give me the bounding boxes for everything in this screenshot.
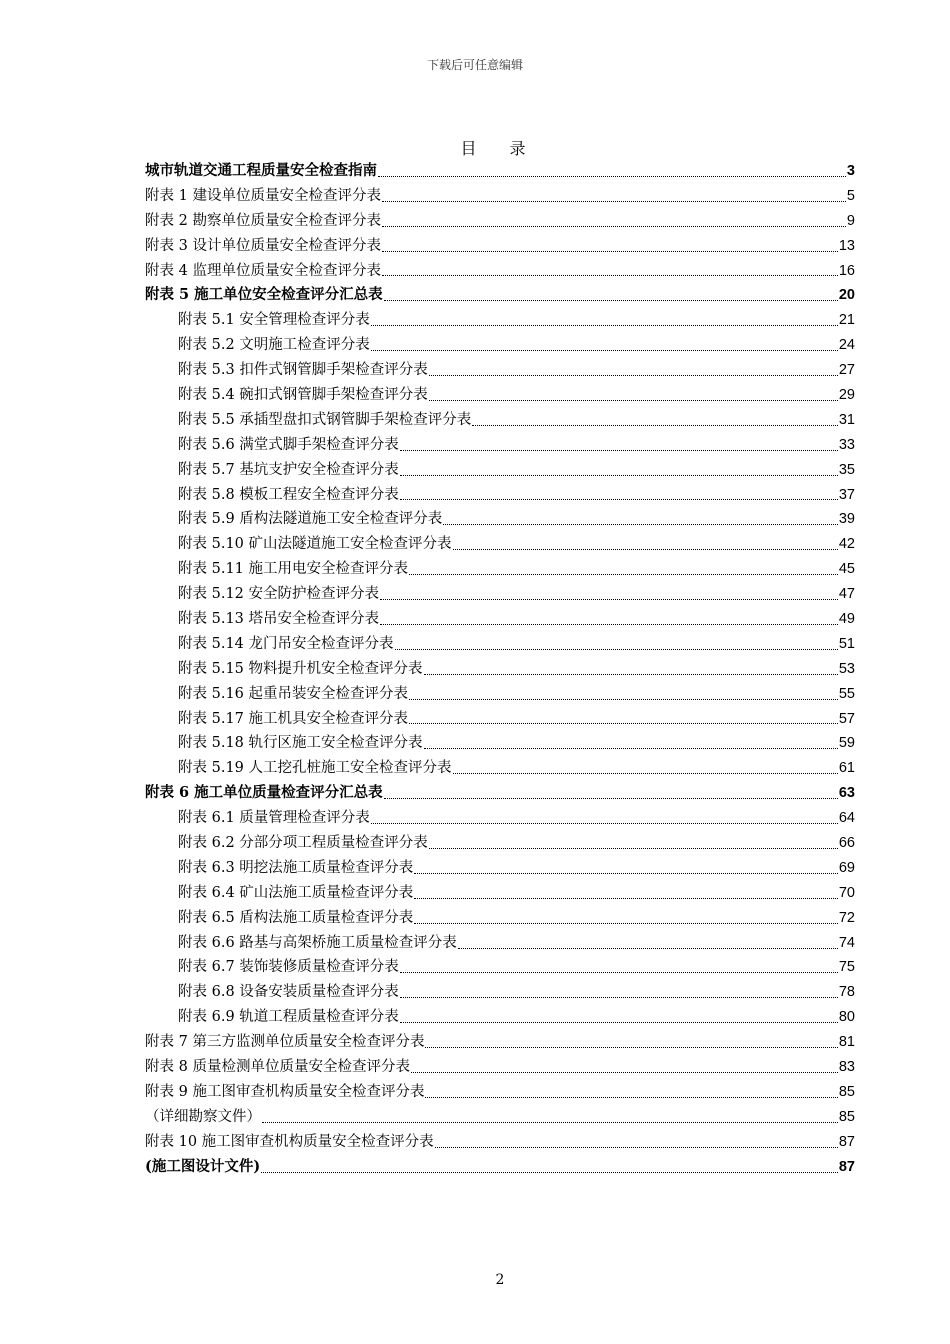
toc-entry[interactable] bbox=[145, 806, 855, 831]
toc-entry[interactable] bbox=[145, 731, 855, 756]
toc-dot-leader bbox=[409, 573, 838, 575]
toc-entry[interactable] bbox=[145, 831, 855, 856]
toc-entry-label: 附表 5.17 施工机具安全检查评分表 bbox=[178, 710, 409, 727]
toc-entry-page: 9 bbox=[846, 212, 855, 229]
toc-dot-leader bbox=[424, 673, 838, 675]
toc-entry-label: 附表 5.18 轨行区施工安全检查评分表 bbox=[178, 735, 423, 752]
toc-entry-page: 49 bbox=[838, 611, 855, 628]
toc-dot-leader bbox=[400, 971, 838, 973]
toc-entry[interactable] bbox=[145, 956, 855, 981]
header-note: 下载后可任意编辑 bbox=[426, 58, 523, 72]
toc-entry-page: 74 bbox=[838, 934, 855, 951]
toc-entry-page: 21 bbox=[838, 312, 855, 329]
toc-entry-page: 53 bbox=[838, 660, 855, 677]
toc-entry[interactable] bbox=[145, 507, 855, 532]
toc-entry-page: 13 bbox=[838, 237, 855, 254]
toc-entry[interactable] bbox=[145, 980, 855, 1005]
toc-entry-page: 64 bbox=[838, 810, 855, 827]
toc-entry-page: 63 bbox=[838, 785, 855, 802]
toc-entry[interactable] bbox=[145, 259, 855, 284]
toc-entry-page: 33 bbox=[838, 436, 855, 453]
toc-dot-leader bbox=[395, 648, 838, 650]
toc-entry[interactable] bbox=[145, 458, 855, 483]
toc-dot-leader bbox=[411, 1071, 838, 1073]
toc-dot-leader bbox=[458, 947, 838, 949]
toc-entry[interactable] bbox=[145, 1030, 855, 1055]
toc-entry[interactable] bbox=[145, 532, 855, 557]
toc-dot-leader bbox=[429, 374, 838, 376]
toc-entry-label: 附表 5.2 文明施工检查评分表 bbox=[178, 337, 370, 354]
toc-entry-label: 附表 7 第三方监测单位质量安全检查评分表 bbox=[145, 1034, 425, 1051]
toc-entry-label: 附表 5.7 基坑支护安全检查评分表 bbox=[178, 461, 399, 478]
toc-entry-label: 附表 5.9 盾构法隧道施工安全检查评分表 bbox=[178, 511, 443, 528]
toc-entry[interactable] bbox=[145, 209, 855, 234]
toc-entry[interactable] bbox=[145, 433, 855, 458]
toc-entry-page: 3 bbox=[846, 162, 855, 179]
toc-entry-label: 附表 5.8 模板工程安全检查评分表 bbox=[178, 486, 399, 503]
toc-entry-label: 附表 5.14 龙门吊安全检查评分表 bbox=[178, 635, 394, 652]
toc-dot-leader bbox=[371, 822, 838, 824]
toc-entry-label: 附表 5.16 起重吊装安全检查评分表 bbox=[178, 685, 409, 702]
toc-entry-label: （详细勘察文件） bbox=[145, 1108, 261, 1125]
toc-entry-page: 87 bbox=[838, 1158, 855, 1175]
toc-dot-leader bbox=[382, 200, 846, 202]
toc-entry[interactable] bbox=[145, 856, 855, 881]
toc-entry-page: 78 bbox=[838, 984, 855, 1001]
page-number: 2 bbox=[495, 1272, 505, 1288]
toc-entry[interactable] bbox=[145, 781, 855, 806]
toc-dot-leader bbox=[382, 274, 838, 276]
toc-entry[interactable] bbox=[145, 906, 855, 931]
toc-dot-leader bbox=[443, 523, 838, 525]
toc-entry-page: 51 bbox=[838, 635, 855, 652]
toc-dot-leader bbox=[414, 922, 838, 924]
toc-entry-page: 37 bbox=[838, 486, 855, 503]
toc-entry-page: 85 bbox=[838, 1083, 855, 1100]
toc-entry-page: 80 bbox=[838, 1009, 855, 1026]
toc-entry[interactable] bbox=[145, 657, 855, 682]
toc-entry-page: 27 bbox=[838, 362, 855, 379]
toc-entry-page: 24 bbox=[838, 337, 855, 354]
toc-dot-leader bbox=[382, 225, 846, 227]
toc-dot-leader bbox=[371, 324, 838, 326]
toc-dot-leader bbox=[414, 897, 838, 899]
toc-dot-leader bbox=[453, 772, 838, 774]
toc-entry-page: 42 bbox=[838, 536, 855, 553]
toc-entry-page: 47 bbox=[838, 586, 855, 603]
toc-entry-label: 附表 5.13 塔吊安全检查评分表 bbox=[178, 611, 380, 628]
toc-entry[interactable] bbox=[145, 632, 855, 657]
toc-dot-leader bbox=[378, 175, 846, 177]
toc-entry[interactable] bbox=[145, 931, 855, 956]
toc-dot-leader bbox=[384, 797, 838, 799]
toc-entry-label: 附表 5.19 人工挖孔桩施工安全检查评分表 bbox=[178, 760, 452, 777]
toc-entry-page: 59 bbox=[838, 735, 855, 752]
toc-entry[interactable] bbox=[145, 1080, 855, 1105]
toc-entry-label: 附表 5.6 满堂式脚手架检查评分表 bbox=[178, 436, 399, 453]
toc-entry-page: 57 bbox=[838, 710, 855, 727]
toc-entry-page: 87 bbox=[838, 1133, 855, 1150]
toc-entry[interactable] bbox=[145, 682, 855, 707]
toc-entry[interactable] bbox=[145, 1155, 855, 1180]
toc-entry-page: 29 bbox=[838, 387, 855, 403]
toc-dot-leader bbox=[400, 498, 838, 500]
toc-dot-leader bbox=[400, 1021, 838, 1023]
toc-entry-label: 附表 10 施工图审查机构质量安全检查评分表 bbox=[145, 1133, 434, 1150]
toc-entry[interactable] bbox=[145, 308, 855, 333]
toc-entry-page: 75 bbox=[838, 959, 855, 976]
toc-dot-leader bbox=[261, 1171, 838, 1173]
toc-dot-leader bbox=[371, 349, 838, 351]
toc-dot-leader bbox=[414, 872, 838, 874]
toc-dot-leader bbox=[409, 722, 838, 724]
toc-entry-page: 81 bbox=[838, 1034, 855, 1051]
toc-entry-page: 70 bbox=[838, 884, 855, 901]
toc-entry-page: 20 bbox=[838, 287, 855, 304]
toc-dot-leader bbox=[424, 747, 838, 749]
toc-title: 目 录 bbox=[460, 139, 540, 158]
toc-entry[interactable] bbox=[145, 1130, 855, 1155]
toc-entry[interactable] bbox=[145, 283, 855, 308]
toc-entry-label: 附表 5.11 施工用电安全检查评分表 bbox=[178, 561, 409, 578]
toc-dot-leader bbox=[429, 847, 838, 849]
toc-entry[interactable] bbox=[145, 1105, 855, 1130]
toc-dot-leader bbox=[380, 623, 838, 625]
toc-dot-leader bbox=[384, 299, 838, 301]
toc-entry-label: 附表 6.1 质量管理检查评分表 bbox=[178, 810, 370, 827]
toc-entry[interactable] bbox=[145, 607, 855, 632]
toc-entry-label: 附表 5.12 安全防护检查评分表 bbox=[178, 586, 380, 603]
toc-dot-leader bbox=[400, 996, 838, 998]
toc-entry-label: 附表 5 施工单位安全检查评分汇总表 bbox=[145, 286, 383, 304]
toc-entry-label: 附表 4 监理单位质量安全检查评分表 bbox=[145, 262, 381, 279]
toc-entry-label: 附表 9 施工图审查机构质量安全检查评分表 bbox=[145, 1083, 425, 1100]
toc-entry[interactable] bbox=[145, 408, 855, 433]
toc-dot-leader bbox=[453, 548, 838, 550]
toc-entry[interactable] bbox=[145, 333, 855, 358]
toc-entry-page: 35 bbox=[838, 461, 855, 478]
toc-dot-leader bbox=[409, 698, 838, 700]
toc-entry-label: 附表 6 施工单位质量检查评分汇总表 bbox=[145, 784, 383, 802]
toc-entry[interactable] bbox=[145, 582, 855, 607]
toc-entry[interactable] bbox=[145, 707, 855, 732]
toc-entry[interactable] bbox=[145, 1055, 855, 1080]
toc-entry-page: 61 bbox=[838, 760, 855, 777]
toc-entry[interactable] bbox=[145, 159, 855, 184]
toc-entry-label: 附表 1 建设单位质量安全检查评分表 bbox=[145, 187, 381, 204]
toc-dot-leader bbox=[400, 474, 838, 476]
toc-entry-page: 16 bbox=[838, 262, 855, 279]
toc-entry-label: 附表 6.2 分部分项工程质量检查评分表 bbox=[178, 835, 428, 852]
toc-entry-label: 附表 5.4 碗扣式钢管脚手架检查评分表 bbox=[178, 387, 428, 403]
toc-entry-label: 附表 6.5 盾构法施工质量检查评分表 bbox=[178, 909, 414, 926]
toc-entry-page: 45 bbox=[838, 561, 855, 578]
toc-dot-leader bbox=[429, 399, 838, 401]
toc-entry-label: 附表 5.10 矿山法隧道施工安全检查评分表 bbox=[178, 536, 452, 553]
toc-entry-label: 附表 2 勘察单位质量安全检查评分表 bbox=[145, 212, 381, 229]
toc-entry-page: 55 bbox=[838, 685, 855, 702]
toc-entry-page: 72 bbox=[838, 909, 855, 926]
toc-entry-label: 附表 8 质量检测单位质量安全检查评分表 bbox=[145, 1059, 410, 1076]
toc-entry-label: 附表 6.4 矿山法施工质量检查评分表 bbox=[178, 884, 414, 901]
toc-entry[interactable] bbox=[145, 557, 855, 582]
toc-entry-label: 附表 6.7 装饰装修质量检查评分表 bbox=[178, 959, 399, 976]
toc-entry[interactable] bbox=[145, 881, 855, 906]
toc-dot-leader bbox=[472, 424, 838, 426]
toc-dot-leader bbox=[435, 1146, 838, 1148]
toc-entry-label: 附表 5.3 扣件式钢管脚手架检查评分表 bbox=[178, 362, 428, 379]
toc-entry-page: 31 bbox=[838, 411, 855, 428]
toc-entry[interactable] bbox=[145, 756, 855, 781]
toc-dot-leader bbox=[262, 1121, 838, 1123]
toc-entry-page: 39 bbox=[838, 511, 855, 528]
toc-entry-page: 69 bbox=[838, 859, 855, 876]
toc-dot-leader bbox=[425, 1096, 837, 1098]
toc-entry-label: 附表 6.8 设备安装质量检查评分表 bbox=[178, 984, 399, 1001]
toc-dot-leader bbox=[380, 598, 838, 600]
toc-entry-label: 附表 6.6 路基与高架桥施工质量检查评分表 bbox=[178, 934, 457, 951]
toc-entry-label: 附表 5.15 物料提升机安全检查评分表 bbox=[178, 660, 423, 677]
table-of-contents bbox=[145, 159, 855, 1180]
toc-entry-label: 附表 3 设计单位质量安全检查评分表 bbox=[145, 237, 381, 254]
toc-entry-page: 83 bbox=[838, 1059, 855, 1076]
toc-dot-leader bbox=[400, 449, 838, 451]
toc-entry-label: 附表 5.5 承插型盘扣式钢管脚手架检查评分表 bbox=[178, 411, 472, 428]
toc-entry[interactable] bbox=[145, 383, 855, 408]
toc-entry[interactable] bbox=[145, 184, 855, 209]
toc-entry-page: 85 bbox=[838, 1108, 855, 1125]
toc-entry[interactable] bbox=[145, 234, 855, 259]
toc-dot-leader bbox=[382, 250, 838, 252]
toc-entry-page: 66 bbox=[838, 835, 855, 852]
toc-entry-label: 附表 5.1 安全管理检查评分表 bbox=[178, 312, 370, 329]
toc-entry[interactable] bbox=[145, 358, 855, 383]
toc-entry-label: (施工图设计文件) bbox=[145, 1157, 261, 1175]
toc-entry-label: 附表 6.3 明挖法施工质量检查评分表 bbox=[178, 859, 414, 876]
toc-entry-label: 城市轨道交通工程质量安全检查指南 bbox=[145, 161, 377, 179]
toc-dot-leader bbox=[425, 1046, 837, 1048]
toc-entry-page: 5 bbox=[846, 187, 855, 204]
toc-entry[interactable] bbox=[145, 1005, 855, 1030]
toc-entry[interactable] bbox=[145, 483, 855, 508]
toc-entry-label: 附表 6.9 轨道工程质量检查评分表 bbox=[178, 1009, 399, 1026]
